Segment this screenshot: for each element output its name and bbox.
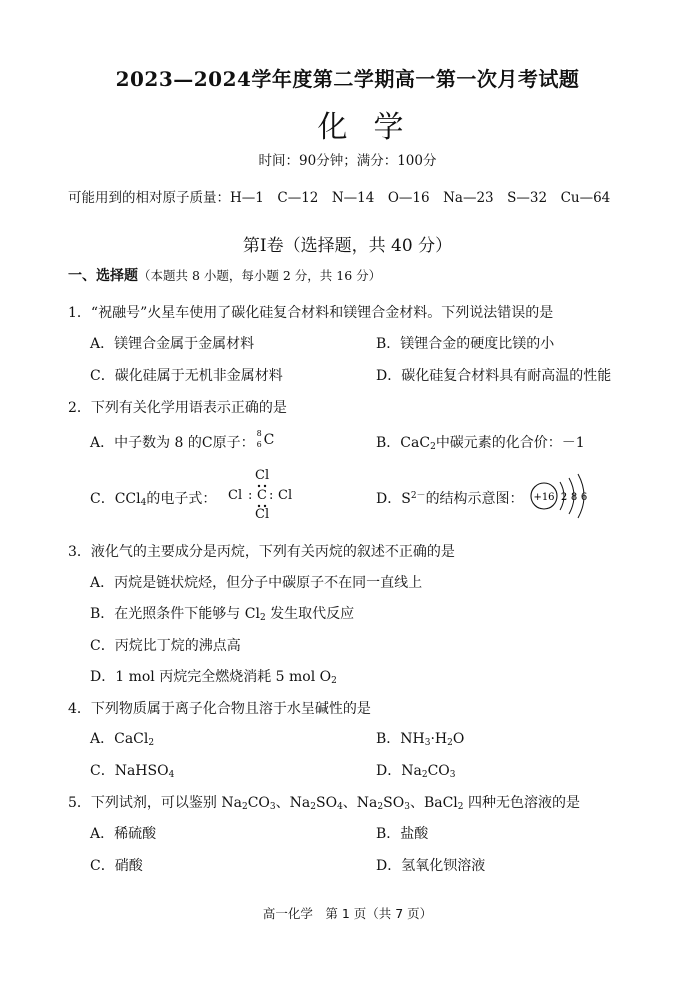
question-1-option-d: D．碳化硅复合材料具有耐高温的性能: [376, 368, 612, 384]
q3-d-pre: D．1 mol 丙烷完全燃烧消耗 5 mol O: [90, 669, 332, 685]
shell-2-electrons: 8: [570, 492, 578, 503]
question-1-option-a: A．镁锂合金属于金属材料: [90, 336, 255, 352]
q2-c-label: C．: [90, 491, 115, 507]
q2-c-formula: CCl: [114, 491, 141, 507]
q3-d-subscript: 2: [331, 676, 337, 686]
q2-c-text: 的电子式：: [146, 491, 217, 507]
q4-a-pre: A．CaCl: [90, 731, 149, 747]
section-label: 一、选择题: [68, 268, 138, 284]
question-2-option-b: [376, 432, 585, 452]
lewis-left-cl: Cl: [228, 488, 243, 503]
section-heading: [68, 265, 381, 285]
q4-d-subscript: 2: [421, 770, 428, 780]
nuclide-symbol: [255, 429, 279, 450]
nucleus-charge: +16: [533, 492, 555, 503]
atomic-masses: 可能用到的相对原子质量：H—1 C—12 N—14 O—16 Na—23 S—32 Cu—64: [68, 190, 611, 206]
lewis-right-colon: :: [269, 488, 274, 503]
lewis-bottom-dots: [256, 503, 270, 509]
q4-b-subscript: 3: [424, 738, 431, 748]
q2-a-text: A．中子数为 8 的: [90, 435, 202, 451]
q5-stem-sub: 3: [269, 802, 276, 812]
page-footer: 高一化学 第 1 页（共 7 页）: [262, 906, 433, 921]
q4-d-pre: D．Na: [376, 763, 422, 779]
q5-stem-part: SO: [383, 795, 405, 811]
q5-stem-part: 、BaCl: [409, 795, 458, 811]
q5-stem-sub: 3: [404, 802, 410, 812]
question-1-option-b: B．镁锂合金的硬度比镁的小: [376, 336, 555, 352]
part-one-title: 第Ⅰ卷（选择题，共 40 分）: [242, 236, 453, 256]
q2-b-label: B．: [376, 435, 401, 451]
question-1-stem: 1．“祝融号”火星车使用了碳化硅复合材料和镁锂合金材料。下列说法错误的是: [68, 305, 554, 321]
q5-stem-part: SO: [315, 795, 338, 811]
question-3-option-d: [90, 666, 337, 686]
question-3-option-b: [90, 603, 354, 623]
shell-3-electrons: 6: [580, 492, 588, 503]
q5-stem-part: 、Na: [275, 795, 311, 811]
nuclide-mass-number: 8: [256, 429, 262, 438]
q5-stem-part: 、Na: [342, 795, 378, 811]
question-1-option-c: C．碳化硅属于无机非金属材料: [90, 368, 283, 384]
q4-b-post: ·H: [430, 731, 448, 747]
q3-b-subscript: 2: [259, 613, 266, 623]
q5-stem-part: 四种无色溶液的是: [463, 795, 580, 811]
q2-c-subscript: 4: [140, 498, 147, 508]
question-2-option-a: [90, 429, 279, 452]
question-5-option-c: C．硝酸: [90, 858, 143, 874]
q5-stem-sub: 2: [241, 802, 248, 812]
shell-1-electrons: 2: [560, 492, 568, 503]
nuclide-proton-number: 6: [256, 440, 262, 449]
q2-a-element: C: [201, 435, 213, 451]
q2-d-label: D．S: [376, 491, 411, 507]
question-5-option-a: A．稀硫酸: [90, 826, 157, 842]
lewis-top-dots: [256, 483, 270, 489]
question-3-stem: 3．液化气的主要成分是丙烷，下列有关丙烷的叙述不正确的是: [68, 544, 455, 560]
sulfide-ion-structure-diagram: [528, 470, 596, 522]
question-2-stem: 2．下列有关化学用语表示正确的是: [68, 400, 287, 416]
nuclide-element: C: [263, 432, 275, 448]
q4-b-end: O: [452, 731, 465, 747]
q5-stem-sub: 4: [337, 802, 343, 812]
question-4-option-d: [376, 760, 456, 780]
subject-title: 化学: [317, 110, 430, 145]
lewis-bottom-cl: Cl: [255, 507, 270, 522]
q3-b-post: 发生取代反应: [265, 606, 355, 622]
lewis-left-colon: :: [248, 488, 253, 503]
question-4-stem: 4．下列物质属于离子化合物且溶于水呈碱性的是: [68, 701, 371, 717]
q4-c-pre: C．NaHSO: [90, 763, 169, 779]
question-5-option-d: D．氢氧化钡溶液: [376, 858, 486, 874]
q2-a-mid: 原子：: [212, 435, 255, 451]
lewis-center-c: C: [257, 488, 267, 503]
q5-stem-sub: 2: [310, 802, 316, 812]
q5-stem-sub: 2: [457, 802, 464, 812]
q5-stem-sub: 2: [377, 802, 384, 812]
question-4-option-c: [90, 760, 174, 780]
q5-stem-part: CO: [247, 795, 270, 811]
q2-b-subscript: 2: [430, 442, 436, 452]
q2-b-text: 中碳元素的化合价：－1: [435, 435, 585, 451]
q4-d-post: CO: [427, 763, 450, 779]
q4-c-subscript: 4: [168, 770, 175, 780]
q3-b-pre: B．在光照条件下能够与 Cl: [90, 606, 260, 622]
question-5-stem: [68, 792, 580, 812]
q5-stem-part: 5．下列试剂，可以鉴别 Na: [68, 795, 242, 811]
lewis-top-cl: Cl: [255, 468, 270, 483]
q4-b-subscript-2: 2: [447, 738, 453, 748]
ccl4-electron-formula: [228, 468, 308, 524]
question-5-option-b: B．盐酸: [376, 826, 429, 842]
question-2-option-d: [376, 488, 524, 508]
question-2-option-c: [90, 488, 216, 508]
q4-b-pre: B．NH: [376, 731, 425, 747]
question-4-option-a: [90, 728, 154, 748]
lewis-right-cl: Cl: [278, 488, 293, 503]
q4-a-subscript: 2: [148, 738, 155, 748]
q2-d-text: 的结构示意图：: [425, 491, 524, 507]
section-note: （本题共 8 小题，每小题 2 分，共 16 分）: [138, 268, 382, 283]
question-3-option-c: C．丙烷比丁烷的沸点高: [90, 638, 241, 654]
q4-d-subscript-2: 3: [449, 770, 456, 780]
question-3-option-a: A．丙烷是链状烷烃，但分子中碳原子不在同一直线上: [90, 575, 423, 591]
q2-b-formula: CaC: [400, 435, 431, 451]
question-4-option-b: [376, 728, 464, 748]
exam-timing: 时间：90分钟；满分：100分: [258, 153, 437, 169]
q2-d-superscript: 2－: [410, 491, 426, 501]
exam-title: 2023—2024学年度第二学期高一第一次月考试题: [115, 67, 580, 91]
